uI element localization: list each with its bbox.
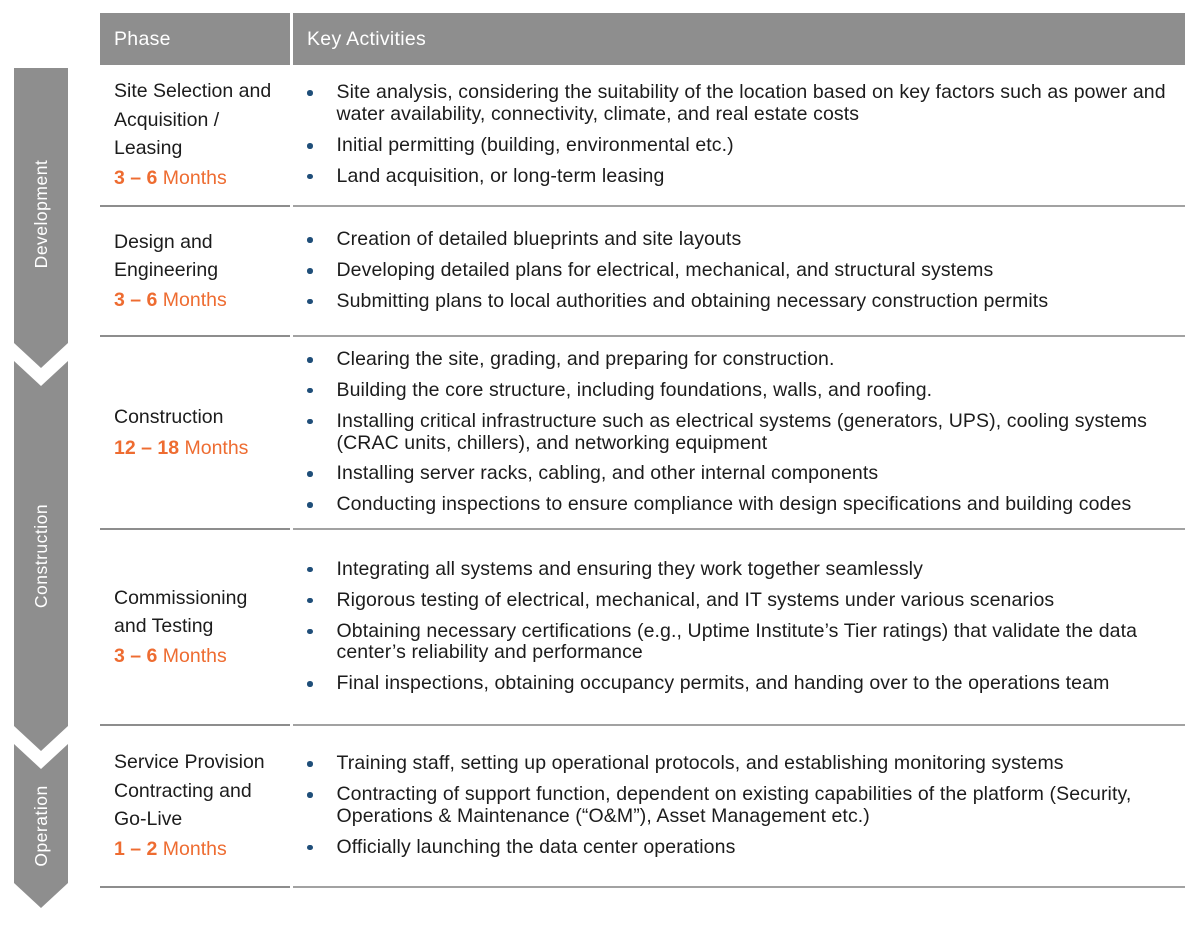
bullet-icon: [307, 419, 313, 425]
phases-table: [100, 13, 1185, 888]
phase-name: Service Provision Contracting and Go-Live: [114, 751, 265, 830]
list-item: [293, 380, 1171, 402]
activity-text: Integrating all systems and ensuring they work together seamlessly: [336, 557, 923, 580]
list-item: [293, 229, 1171, 251]
activity-text: Land acquisition, or long-term leasing: [336, 164, 665, 187]
phase-cell-service-provision: [100, 726, 290, 888]
stage-label-development: Development: [31, 159, 51, 269]
list-item: [293, 82, 1171, 126]
activity-text: Final inspections, obtaining occupancy permits, and handing over to the operations team: [336, 672, 1110, 695]
phase-cell-site-selection: [100, 65, 290, 207]
phase-name: Design and Engineering: [114, 230, 219, 281]
bullet-icon: [307, 237, 313, 243]
list-item: [293, 837, 1171, 859]
activity-text: Clearing the site, grading, and preparing for construction.: [336, 348, 835, 371]
stage-label-operation: Operation: [31, 785, 51, 867]
header-phase: Phase: [100, 13, 290, 65]
list-item: [293, 753, 1171, 775]
list-item: [293, 463, 1171, 485]
list-item: [293, 673, 1171, 695]
activities-list: [293, 753, 1171, 858]
bullet-icon: [307, 90, 313, 96]
list-item: [293, 784, 1171, 828]
list-item: [293, 621, 1171, 665]
phase-name: Site Selection and Acquisition / Leasing: [114, 80, 272, 159]
bullet-icon: [307, 502, 313, 508]
stage-label-construction: Construction: [31, 503, 51, 609]
activity-text: Rigorous testing of electrical, mechanical, and IT systems under various scenarios: [336, 588, 1055, 611]
activities-cell: [293, 65, 1185, 207]
list-item: [293, 411, 1171, 455]
bullet-icon: [307, 792, 313, 798]
phase-cell-construction: [100, 337, 290, 530]
activity-text: Conducting inspections to ensure compliance with design specifications and building codes: [336, 493, 1132, 516]
bullet-icon: [307, 471, 313, 477]
activity-text: Installing critical infrastructure such as electrical systems (generators, UPS), cooling systems (CRAC units, chillers), and networking equipment: [336, 409, 1147, 454]
phase-cell-design-engineering: [100, 207, 290, 337]
activities-cell: [293, 207, 1185, 337]
activity-text: Installing server racks, cabling, and other internal components: [336, 462, 879, 485]
activities-cell: [293, 726, 1185, 888]
activities-list: [293, 229, 1171, 312]
activity-text: Officially launching the data center operations: [336, 835, 736, 858]
header-activities: Key Activities: [293, 13, 1185, 65]
activities-list: [293, 82, 1171, 187]
list-item: [293, 494, 1171, 516]
bullet-icon: [307, 845, 313, 851]
activity-text: Initial permitting (building, environmental etc.): [336, 134, 734, 156]
bullet-icon: [307, 143, 313, 149]
bullet-icon: [307, 268, 313, 274]
bullet-icon: [307, 357, 313, 363]
phase-cell-commissioning-testing: [100, 530, 290, 726]
phase-duration: 1 – 2 Months: [114, 838, 227, 861]
bullet-icon: [307, 681, 313, 687]
bullet-icon: [307, 567, 313, 573]
activity-text: Contracting of support function, dependent on existing capabilities of the platform (Security, Operations & Maintenance (“O&M”), Asset Management etc.): [336, 783, 1132, 827]
phase-duration: 3 – 6 Months: [114, 167, 227, 190]
list-item: [293, 260, 1171, 282]
phase-duration: 12 – 18 Months: [114, 436, 249, 459]
bullet-icon: [307, 629, 313, 635]
phase-name: Construction: [114, 406, 224, 429]
bullet-icon: [307, 761, 313, 767]
list-item: [293, 166, 1171, 188]
list-item: [293, 135, 1171, 157]
list-item: [293, 559, 1171, 581]
activity-text: Creation of detailed blueprints and site layouts: [336, 228, 742, 251]
bullet-icon: [307, 299, 313, 305]
list-item: [293, 349, 1171, 371]
phase-duration: 3 – 6 Months: [114, 289, 227, 312]
activities-list: [293, 349, 1171, 516]
list-item: [293, 590, 1171, 612]
activity-text: Developing detailed plans for electrical, mechanical, and structural systems: [336, 259, 994, 282]
phase-stage-banner: [14, 68, 68, 913]
activity-text: Submitting plans to local authorities and obtaining necessary construction permits: [336, 289, 1049, 312]
bullet-icon: [307, 174, 313, 180]
activities-cell: [293, 337, 1185, 530]
phase-duration: 3 – 6 Months: [114, 645, 227, 668]
activities-list: [293, 559, 1171, 695]
bullet-icon: [307, 598, 313, 604]
list-item: [293, 291, 1171, 313]
activities-cell: [293, 530, 1185, 726]
activity-text: Site analysis, considering the suitability of the location based on key factors such as power and water availability, connectivity, climate, and real estate costs: [336, 81, 1166, 126]
bullet-icon: [307, 388, 313, 394]
activity-text: Obtaining necessary certifications (e.g., Uptime Institute’s Tier ratings) that validate the data center’s reliability and performance: [336, 619, 1138, 664]
activity-text: Training staff, setting up operational protocols, and establishing monitoring systems: [336, 752, 1064, 775]
phase-name: Commissioning and Testing: [114, 586, 248, 637]
activity-text: Building the core structure, including foundations, walls, and roofing.: [336, 378, 933, 401]
